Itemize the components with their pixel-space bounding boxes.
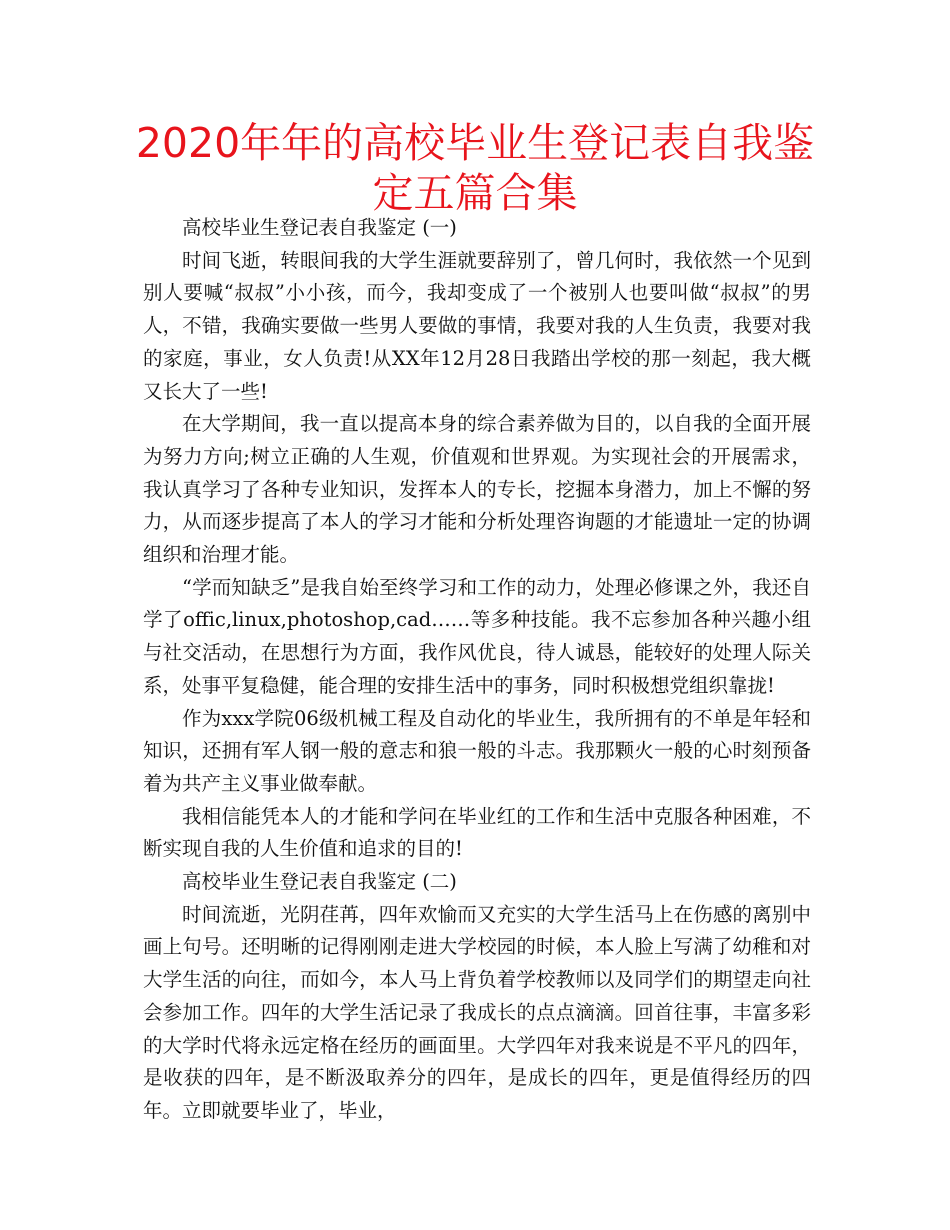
paragraph: 时间飞逝，转眼间我的大学生涯就要辞别了，曾几何时，我依然一个见到别人要喊“叔叔”小小孩，而今，我却变成了一个被别人也要叫做“叔叔”的男人，不错，我确实要做一些男人要做的事情，我要对我的人生负责，我要对我的家庭，事业，女人负责!从XX年12月28日我踏出学校的那一刻起，我大概又长大了一些! bbox=[143, 248, 811, 403]
paragraph: 在大学期间，我一直以提高本身的综合素养做为目的，以自我的全面开展为努力方向;树立正确的人生观，价值观和世界观。为实现社会的开展需求，我认真学习了各种专业知识，发挥本人的专长，挖掘本身潜力，加上不懈的努力，从而逐步提高了本人的学习才能和分析处理咨询题的才能遗址一定的协调组织和治理才能。 bbox=[143, 412, 811, 567]
paragraph: 时间流逝，光阴荏苒，四年欢愉而又充实的大学生活马上在伤感的离别中画上句号。还明晰的记得刚刚走进大学校园的时候，本人脸上写满了幼稚和对大学生活的向往，而如今，本人马上背负着学校教师以及同学们的期望走向社会参加工作。四年的大学生活记录了我成长的点点滴滴。回首往事，丰富多彩的大学时代将永远定格在经历的画面里。大学四年对我来说是不平凡的四年，是收获的四年，是不断汲取养分的四年，是成长的四年，更是值得经历的四年。立即就要毕业了，毕业， bbox=[143, 902, 811, 1122]
document-body bbox=[143, 212, 811, 1128]
paragraph: 我相信能凭本人的才能和学问在毕业红的工作和生活中克服各种困难，不断实现自我的人生价值和追求的目的! bbox=[143, 804, 811, 861]
section-heading-2: 高校毕业生登记表自我鉴定 (二) bbox=[182, 870, 457, 894]
document-title: 2020年年的高校毕业生登记表自我鉴定五篇合集 bbox=[135, 119, 815, 217]
section-heading-1: 高校毕业生登记表自我鉴定 (一) bbox=[182, 216, 457, 239]
paragraph: 作为xxx学院06级机械工程及自动化的毕业生，我所拥有的不单是年轻和知识，还拥有军人钢一般的意志和狼一般的斗志。我那颗火一般的心时刻预备着为共产主义事业做奉献。 bbox=[143, 706, 811, 795]
paragraph: “学而知缺乏”是我自始至终学习和工作的动力，处理必修课之外，我还自学了offic,linux,photoshop,cad……等多种技能。我不忘参加各种兴趣小组与社交活动，在思想行为方面，我作风优良，待人诚恳，能较好的处理人际关系，处事平复稳健，能合理的安排生活中的事务，同时积极想党组织靠拢! bbox=[143, 575, 811, 697]
